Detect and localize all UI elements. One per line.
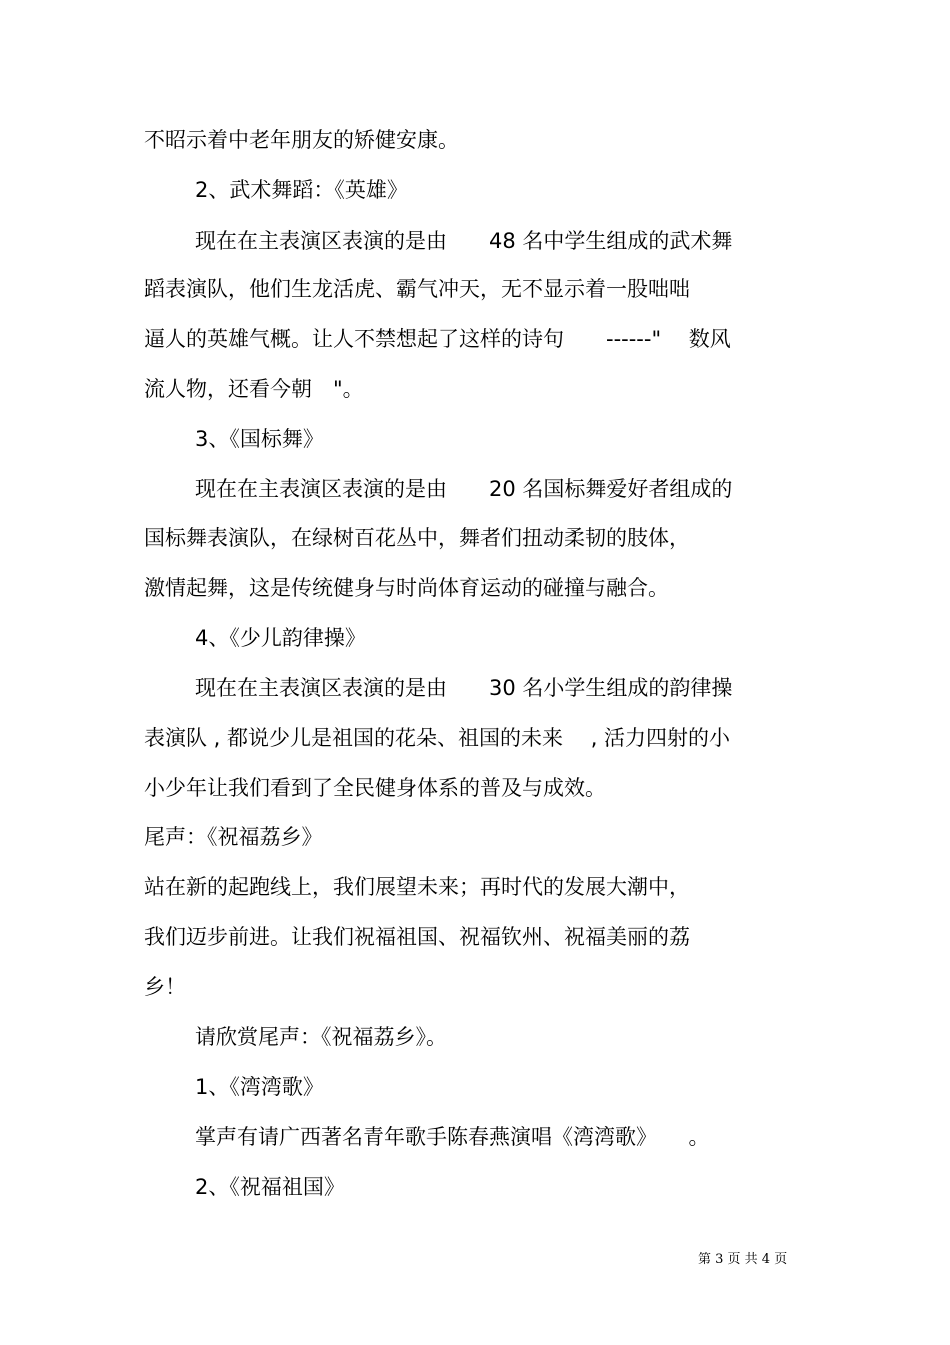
text-line: 站在新的起跑线上，我们展望未来；再时代的发展大潮中， <box>144 875 690 899</box>
text-line: 我们迈步前进。让我们祝福祖国、祝福钦州、祝福美丽的荔 <box>144 925 690 949</box>
text-line: 不昭示着中老年朋友的矫健安康。 <box>144 128 459 152</box>
text-line: 激情起舞，这是传统健身与时尚体育运动的碰撞与融合。 <box>144 576 669 600</box>
section-heading: 1、《湾湾歌》 <box>195 1075 324 1099</box>
page-number: 第 3 页 共 4 页 <box>698 1252 788 1267</box>
text-line: 蹈表演队，他们生龙活虎、霸气冲天，无不显示着一股咄咄 <box>144 277 690 301</box>
section-heading: 2、武术舞蹈：《英雄》 <box>195 178 408 202</box>
text-line: 表演队 , 都说少儿是祖国的花朵、祖国的未来 , 活力四射的小 <box>144 726 731 750</box>
section-heading: 3、《国标舞》 <box>195 427 324 451</box>
text-line: 现在在主表演区表演的是由 20 名国标舞爱好者组成的 <box>195 477 733 501</box>
text-line: 请欣赏尾声：《祝福荔乡》。 <box>195 1025 447 1049</box>
text-line: 乡！ <box>144 975 186 999</box>
section-heading: 2、《祝福祖国》 <box>195 1175 345 1199</box>
text-line: 现在在主表演区表演的是由 30 名小学生组成的韵律操 <box>195 676 733 700</box>
text-line: 流人物，还看今朝 "。 <box>144 377 364 401</box>
text-line: 国标舞表演队，在绿树百花丛中，舞者们扭动柔韧的肢体， <box>144 526 690 550</box>
section-heading: 尾声：《祝福荔乡》 <box>144 825 323 849</box>
text-line: 现在在主表演区表演的是由 48 名中学生组成的武术舞 <box>195 229 733 253</box>
text-line: 小少年让我们看到了全民健身体系的普及与成效。 <box>144 776 606 800</box>
text-line: 掌声有请广西著名青年歌手陈春燕演唱《湾湾歌》 。 <box>195 1125 710 1149</box>
section-heading: 4、《少儿韵律操》 <box>195 626 366 650</box>
text-line: 逼人的英雄气概。让人不禁想起了这样的诗句 ------" 数风 <box>144 327 731 351</box>
